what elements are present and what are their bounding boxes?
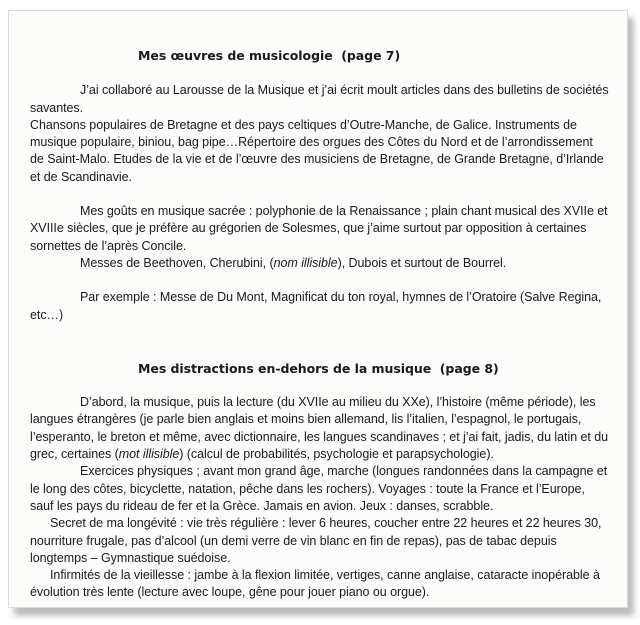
messes-text-end: ), Dubois et surtout de Bourrel. xyxy=(337,255,507,270)
paragraph-musique-lecture xyxy=(30,394,610,463)
document-content xyxy=(30,47,610,602)
illegible-word-note: mot illisible xyxy=(118,447,180,462)
illegible-name-note: nom illisible xyxy=(273,255,338,270)
paragraph-larousse: J’ai collaboré au Larousse de la Musique et j’ai écrit moult articles dans des bulletins de sociétés savantes. xyxy=(30,83,609,115)
paragraph-chansons-populaires: Chansons populaires de Bretagne et des pays celtiques d’Outre-Manche, de Galice. Instruments de musique populaire, biniou, bag pipe…Répertoire des orgues des Côtes du Nord et de l’arrondissement de Saint-Malo. Etudes de la vie et de l’œuvre des musiciens de Bretagne, de Grande Bretagne, d’Irlande et de Scandinavie. xyxy=(30,117,604,184)
paragraph-infirmites: Infirmités de la vieillesse : jambe à la flexion limitée, vertiges, canne anglaise, cataracte inopérable à évolution très lente (lecture avec loupe, gêne pour jouer piano ou orgue). xyxy=(30,568,600,600)
paragraph-exercices-physiques: Exercices physiques ; avant mon grand âge, marche (longues randonnées dans la campagne et le long des côtes, bicyclette, natation, pêche dans les rochers). Voyages : toute la France et l’Europe, sauf les pays du rideau de fer et la Grèce. Jamais en avion. Jeux : danses, scrabble. xyxy=(30,464,608,513)
paragraph-gouts-musique-sacree: Mes goûts en musique sacrée : polyphonie de la Renaissance ; plain chant musical des XVIIe et XVIIIe siècles, que je préfère au grégorien de Solesmes, que j’aime surtout par opposition à certaines sornettes de l’après Concile. xyxy=(30,204,608,253)
messes-text-start: Messes de Beethoven, Cherubini, ( xyxy=(80,255,274,270)
paragraph-par-exemple: Par exemple : Messe de Du Mont, Magnificat du ton royal, hymnes de l’Oratoire (Salve Regina, etc…) xyxy=(30,290,602,322)
document-page xyxy=(8,10,628,608)
section-heading-musicologie: Mes œuvres de musicologie (page 7) xyxy=(138,48,401,63)
paragraph-messes xyxy=(30,255,610,272)
paragraph-secret-longevite: Secret de ma longévité : vie très régulière : lever 6 heures, coucher entre 22 heures et 22 heures 30, nourriture frugale, pas d’alcool (un demi verre de vin blanc en fin de repas), pas de tabac depuis longtemps – Gymnastique suédoise. xyxy=(30,516,602,565)
lecture-text-start: D’abord, la musique, puis la lecture (du XVIIe au milieu du XXe), l’histoire (même période), les langues étrangères (je parle bien anglais et moins bien allemand, lis l’italien, l’espagnol, le portugais, l’esperanto, le breton et même, avec dictionnaire, les langues scandinaves ; et j’ai fait, jadis, du latin et du grec, certaines ( xyxy=(30,395,609,462)
lecture-text-end: ) (calcul de probabilités, psychologie et parapsychologie). xyxy=(179,447,494,462)
section-heading-distractions: Mes distractions en-dehors de la musique (page 8) xyxy=(138,360,499,376)
